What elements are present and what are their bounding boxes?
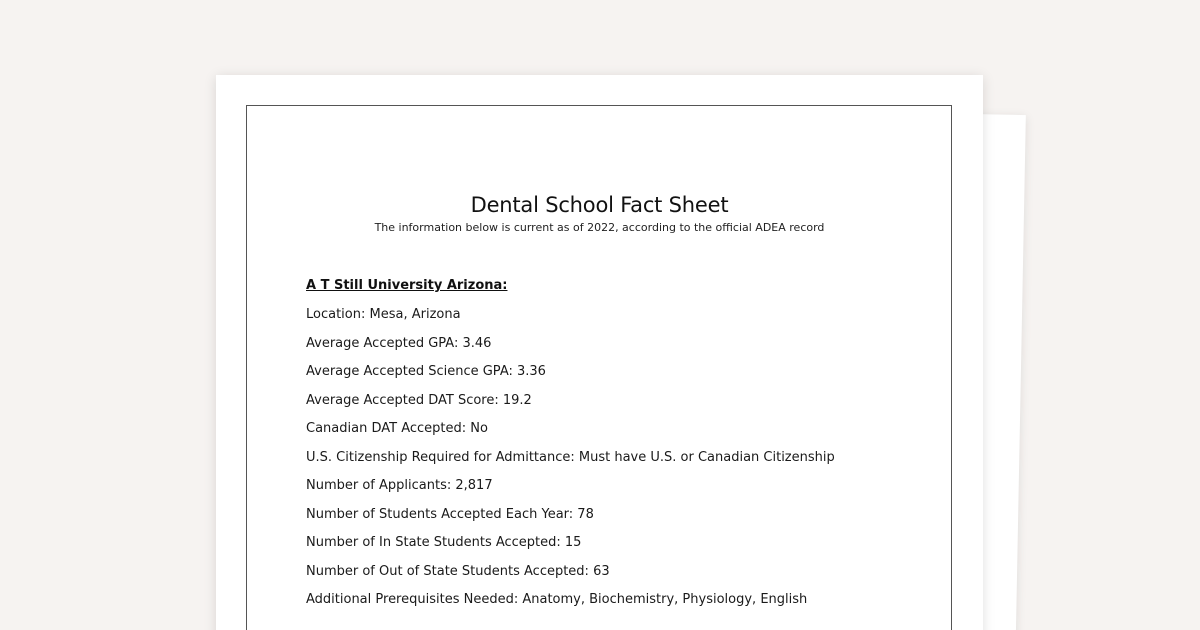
- fact-dat-score: Average Accepted DAT Score: 19.2: [306, 392, 532, 408]
- fact-accepted: Number of Students Accepted Each Year: 78: [306, 506, 594, 522]
- front-page: [216, 75, 983, 630]
- fact-in-state: Number of In State Students Accepted: 15: [306, 535, 582, 550]
- fact-citizenship: U.S. Citizenship Required for Admittance: Must have U.S. or Canadian Citizenship: [306, 449, 835, 465]
- fact-canadian-dat: Canadian DAT Accepted: No: [306, 421, 488, 436]
- fact-list: [306, 275, 926, 617]
- document-subtitle: The information below is current as of 2022, according to the official ADEA record: [374, 221, 825, 234]
- fact-applicants: Number of Applicants: 2,817: [306, 478, 493, 493]
- fact-gpa: Average Accepted GPA: 3.46: [306, 335, 492, 351]
- document-title: Dental School Fact Sheet: [470, 193, 729, 217]
- fact-prerequisites: Additional Prerequisites Needed: Anatomy, Biochemistry, Physiology, English: [306, 592, 808, 607]
- fact-location: Location: Mesa, Arizona: [306, 307, 461, 322]
- fact-out-of-state: Number of Out of State Students Accepted: 63: [306, 563, 610, 579]
- fact-science-gpa: Average Accepted Science GPA: 3.36: [306, 364, 546, 379]
- school-name: A T Still University Arizona:: [306, 278, 508, 293]
